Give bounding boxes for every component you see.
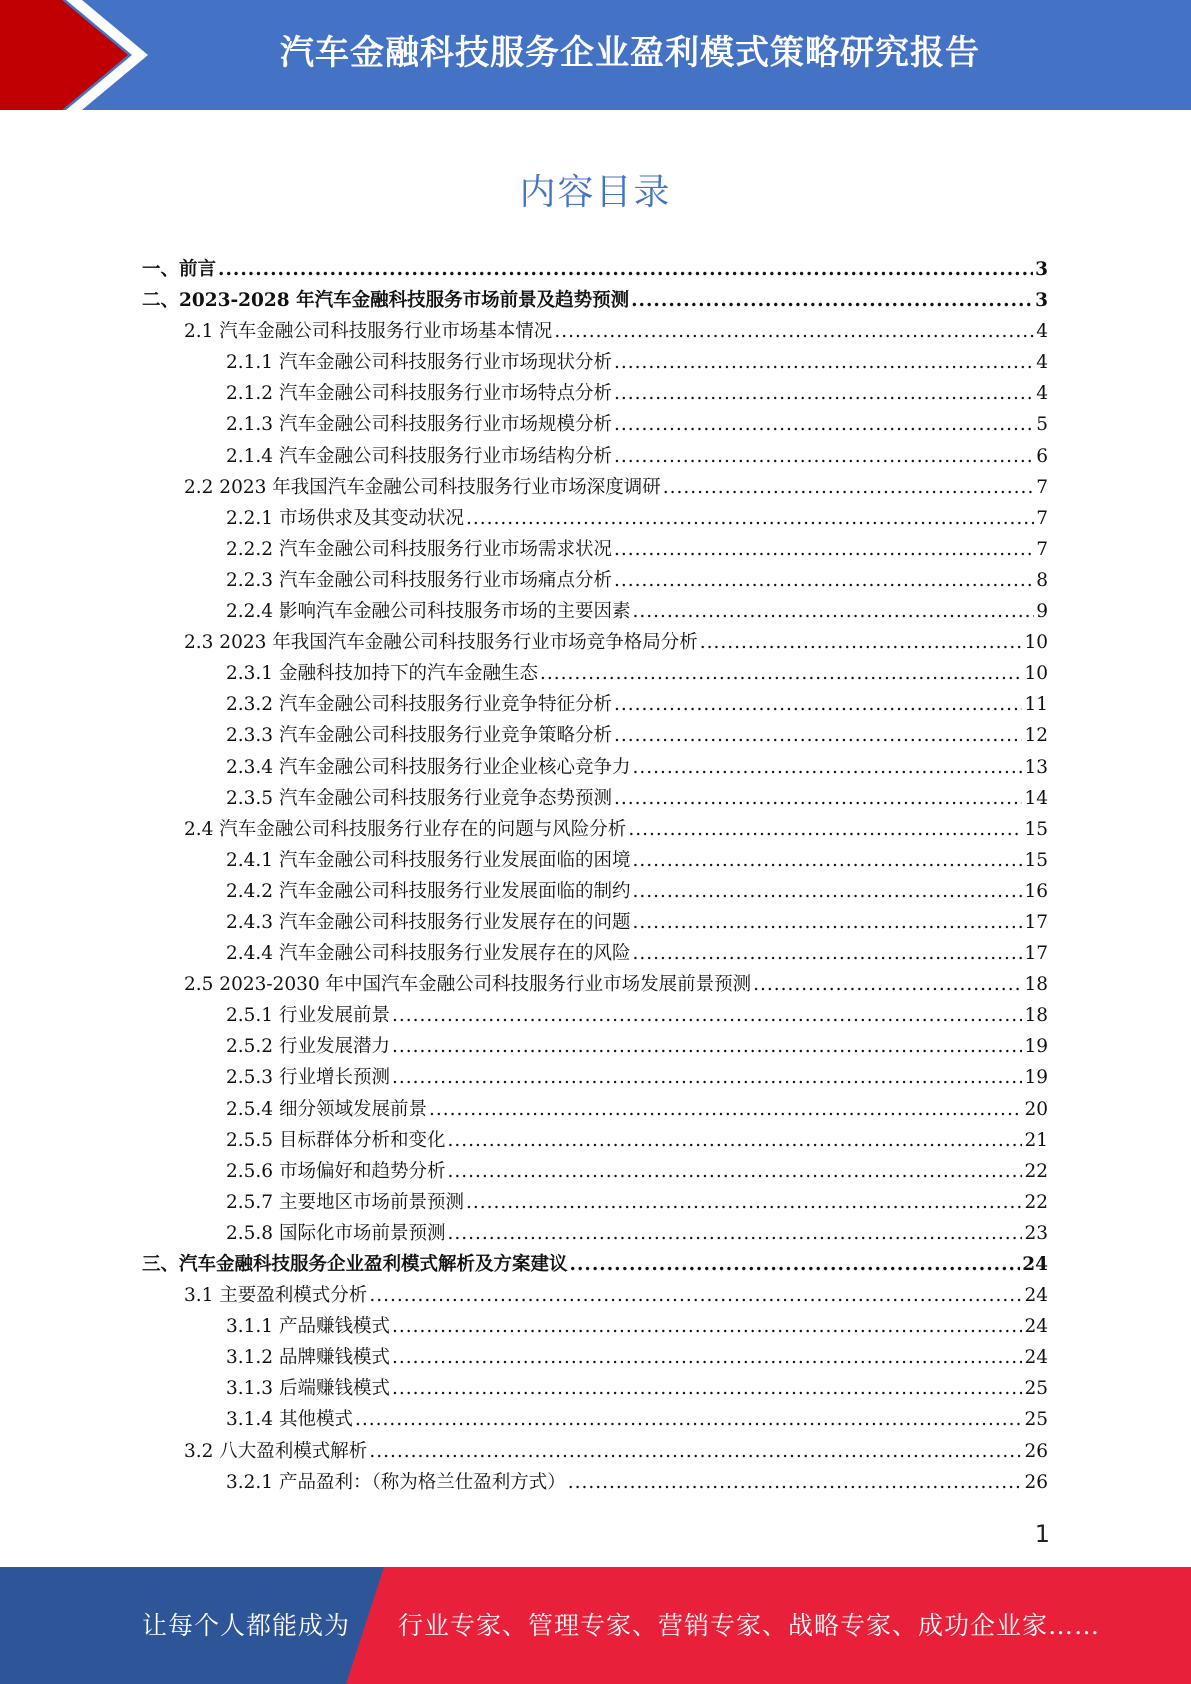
header-arrow-decoration xyxy=(0,0,170,110)
toc-entry[interactable] xyxy=(142,378,1048,409)
toc-entry-page: 24 xyxy=(1024,1347,1048,1369)
toc-entry[interactable] xyxy=(142,689,1048,720)
toc-entry-page: 11 xyxy=(1024,694,1048,716)
toc-leader-dots xyxy=(466,503,1034,534)
toc-entry-page: 13 xyxy=(1024,756,1048,778)
toc-entry-text: 2.3 2023 年我国汽车金融公司科技服务行业市场竞争格局分析 xyxy=(184,632,698,654)
toc-entry-text: 2.5.4 细分领域发展前景 xyxy=(226,1098,427,1120)
toc-entry[interactable] xyxy=(142,1373,1048,1404)
toc-entry-text: 3.2 八大盈利模式解析 xyxy=(184,1440,368,1462)
toc-leader-dots xyxy=(570,1249,1021,1280)
toc-entry-text: 2.5.5 目标群体分析和变化 xyxy=(226,1129,446,1151)
footer-slogan-left: 让每个人都能成为 xyxy=(142,1611,351,1640)
toc-entry[interactable] xyxy=(142,752,1048,783)
toc-entry[interactable] xyxy=(142,409,1048,440)
toc-leader-dots xyxy=(632,596,1034,627)
toc-entry[interactable] xyxy=(142,1187,1048,1218)
toc-entry-page: 4 xyxy=(1036,352,1048,374)
report-title: 汽车金融科技服务企业盈利模式策略研究报告 xyxy=(280,33,980,73)
toc-entry-text: 2.4 汽车金融公司科技服务行业存在的问题与风险分析 xyxy=(184,818,627,840)
toc-entry-text: 2.1 汽车金融公司科技服务行业市场基本情况 xyxy=(184,321,553,343)
toc-leader-dots xyxy=(614,409,1034,440)
toc-leader-dots xyxy=(614,565,1034,596)
toc-leader-dots xyxy=(392,1373,1022,1404)
toc-entry[interactable] xyxy=(142,534,1048,565)
toc-entry-page: 24 xyxy=(1024,1316,1048,1338)
toc-leader-dots xyxy=(392,1031,1022,1062)
toc-entry-page: 6 xyxy=(1036,445,1048,467)
toc-leader-dots xyxy=(632,845,1022,876)
toc-leader-dots xyxy=(663,472,1034,503)
toc-entry-page: 4 xyxy=(1036,383,1048,405)
toc-leader-dots xyxy=(628,814,1022,845)
footer-slogan-right: 行业专家、管理专家、营销专家、战略专家、成功企业家…… xyxy=(398,1611,1101,1640)
toc-entry-text: 2.2.4 影响汽车金融公司科技服务市场的主要因素 xyxy=(226,601,631,623)
toc-entry-page: 25 xyxy=(1024,1378,1048,1400)
toc-entry[interactable] xyxy=(142,1094,1048,1125)
toc-entry-text: 2.3.4 汽车金融公司科技服务行业企业核心竞争力 xyxy=(226,756,631,778)
toc-entry[interactable] xyxy=(142,1062,1048,1093)
toc-entry-page: 18 xyxy=(1024,974,1048,996)
toc-leader-dots xyxy=(614,441,1034,472)
toc-entry[interactable] xyxy=(142,441,1048,472)
toc-entry[interactable] xyxy=(142,1156,1048,1187)
toc-entry[interactable] xyxy=(142,720,1048,751)
toc-entry-text: 2.5.6 市场偏好和趋势分析 xyxy=(226,1160,446,1182)
toc-entry-text: 2.2 2023 年我国汽车金融公司科技服务行业市场深度调研 xyxy=(184,476,661,498)
toc-entry-page: 4 xyxy=(1036,321,1048,343)
toc-entry[interactable] xyxy=(142,1249,1048,1280)
toc-entry-text: 2.5 2023-2030 年中国汽车金融公司科技服务行业市场发展前景预测 xyxy=(184,974,752,996)
toc-entry[interactable] xyxy=(142,969,1048,1000)
toc-entry[interactable] xyxy=(142,938,1048,969)
toc-entry-page: 18 xyxy=(1024,1005,1048,1027)
toc-entry[interactable] xyxy=(142,1467,1048,1498)
toc-entry[interactable] xyxy=(142,814,1048,845)
toc-entry-text: 2.5.8 国际化市场前景预测 xyxy=(226,1222,446,1244)
toc-entry-page: 26 xyxy=(1024,1440,1048,1462)
toc-entry[interactable] xyxy=(142,596,1048,627)
toc-leader-dots xyxy=(568,1467,1023,1498)
toc-leader-dots xyxy=(614,378,1034,409)
toc-entry-page: 7 xyxy=(1036,538,1048,560)
toc-entry[interactable] xyxy=(142,658,1048,689)
toc-entry[interactable] xyxy=(142,316,1048,347)
toc-leader-dots xyxy=(369,1436,1022,1467)
toc-entry[interactable] xyxy=(142,1311,1048,1342)
toc-entry-text: 2.5.3 行业增长预测 xyxy=(226,1067,390,1089)
toc-leader-dots xyxy=(447,1218,1022,1249)
toc-entry-text: 3.1.4 其他模式 xyxy=(226,1409,353,1431)
toc-entry-page: 10 xyxy=(1024,663,1048,685)
table-of-contents xyxy=(142,254,1048,1498)
toc-entry-text: 3.1.1 产品赚钱模式 xyxy=(226,1316,390,1338)
toc-leader-dots xyxy=(447,1125,1022,1156)
toc-entry-page: 19 xyxy=(1024,1067,1048,1089)
toc-entry-text: 一、前言 xyxy=(142,259,217,280)
toc-entry[interactable] xyxy=(142,907,1048,938)
toc-leader-dots xyxy=(554,316,1034,347)
toc-leader-dots xyxy=(369,1280,1022,1311)
toc-entry-page: 7 xyxy=(1036,507,1048,529)
toc-entry[interactable] xyxy=(142,1125,1048,1156)
toc-entry[interactable] xyxy=(142,845,1048,876)
toc-entry[interactable] xyxy=(142,347,1048,378)
toc-entry-page: 15 xyxy=(1024,849,1048,871)
toc-entry[interactable] xyxy=(142,1436,1048,1467)
toc-leader-dots xyxy=(753,969,1022,1000)
toc-entry-page: 8 xyxy=(1036,569,1048,591)
toc-entry[interactable] xyxy=(142,1280,1048,1311)
toc-entry-text: 2.3.3 汽车金融公司科技服务行业竞争策略分析 xyxy=(226,725,612,747)
toc-entry[interactable] xyxy=(142,472,1048,503)
toc-leader-dots xyxy=(218,254,1033,285)
toc-entry[interactable] xyxy=(142,254,1048,285)
toc-entry-text: 3.1 主要盈利模式分析 xyxy=(184,1285,368,1307)
toc-leader-dots xyxy=(700,627,1023,658)
toc-leader-dots xyxy=(429,1094,1022,1125)
toc-entry[interactable] xyxy=(142,627,1048,658)
toc-entry-text: 3.1.3 后端赚钱模式 xyxy=(226,1378,390,1400)
toc-entry-text: 2.4.2 汽车金融公司科技服务行业发展面临的制约 xyxy=(226,880,631,902)
header-banner xyxy=(0,0,1191,110)
toc-entry[interactable] xyxy=(142,1218,1048,1249)
toc-leader-dots xyxy=(614,534,1034,565)
toc-entry-page: 19 xyxy=(1024,1036,1048,1058)
toc-entry-text: 2.2.3 汽车金融公司科技服务行业市场痛点分析 xyxy=(226,569,612,591)
toc-entry-text: 2.5.1 行业发展前景 xyxy=(226,1005,390,1027)
toc-entry-text: 二、2023-2028 年汽车金融科技服务市场前景及趋势预测 xyxy=(142,290,630,312)
toc-leader-dots xyxy=(447,1156,1022,1187)
footer-banner xyxy=(0,1567,1191,1684)
toc-entry-page: 20 xyxy=(1024,1098,1048,1120)
toc-leader-dots xyxy=(540,658,1022,689)
toc-entry-page: 5 xyxy=(1036,414,1048,436)
toc-leader-dots xyxy=(614,783,1022,814)
toc-entry[interactable] xyxy=(142,783,1048,814)
toc-entry-page: 9 xyxy=(1036,601,1048,623)
toc-leader-dots xyxy=(392,1342,1022,1373)
toc-entry-text: 2.4.4 汽车金融公司科技服务行业发展存在的风险 xyxy=(226,943,631,965)
toc-entry-page: 22 xyxy=(1024,1191,1048,1213)
toc-entry-text: 3.2.1 产品盈利：（称为格兰仕盈利方式） xyxy=(226,1471,566,1493)
toc-entry[interactable] xyxy=(142,285,1048,316)
toc-entry[interactable] xyxy=(142,1000,1048,1031)
toc-entry-page: 12 xyxy=(1024,725,1048,747)
toc-entry-page: 10 xyxy=(1024,632,1048,654)
toc-entry-text: 2.1.2 汽车金融公司科技服务行业市场特点分析 xyxy=(226,383,612,405)
toc-entry-text: 2.1.1 汽车金融公司科技服务行业市场现状分析 xyxy=(226,352,612,374)
page-number: 1 xyxy=(1034,1520,1050,1548)
toc-entry-text: 2.4.3 汽车金融公司科技服务行业发展存在的问题 xyxy=(226,911,631,933)
toc-leader-dots xyxy=(392,1311,1022,1342)
toc-entry-page: 26 xyxy=(1024,1471,1048,1493)
toc-entry-page: 24 xyxy=(1022,1254,1048,1275)
toc-leader-dots xyxy=(355,1404,1023,1435)
toc-leader-dots xyxy=(614,347,1034,378)
toc-entry-page: 17 xyxy=(1024,943,1048,965)
toc-entry-text: 2.4.1 汽车金融公司科技服务行业发展面临的困境 xyxy=(226,849,631,871)
toc-leader-dots xyxy=(466,1187,1022,1218)
toc-entry-page: 25 xyxy=(1024,1409,1048,1431)
toc-leader-dots xyxy=(392,1062,1022,1093)
toc-leader-dots xyxy=(632,752,1022,783)
toc-leader-dots xyxy=(614,689,1022,720)
toc-entry-page: 23 xyxy=(1024,1222,1048,1244)
toc-entry[interactable] xyxy=(142,1404,1048,1435)
toc-entry-text: 2.5.7 主要地区市场前景预测 xyxy=(226,1191,464,1213)
toc-entry-text: 2.3.2 汽车金融公司科技服务行业竞争特征分析 xyxy=(226,694,612,716)
toc-entry-text: 2.5.2 行业发展潜力 xyxy=(226,1036,390,1058)
toc-entry-page: 3 xyxy=(1035,259,1048,280)
toc-entry-page: 24 xyxy=(1024,1285,1048,1307)
toc-entry-page: 22 xyxy=(1024,1160,1048,1182)
toc-leader-dots xyxy=(632,907,1022,938)
toc-entry-page: 15 xyxy=(1024,818,1048,840)
toc-entry-text: 2.3.1 金融科技加持下的汽车金融生态 xyxy=(226,663,538,685)
toc-leader-dots xyxy=(632,938,1022,969)
toc-entry[interactable] xyxy=(142,876,1048,907)
toc-leader-dots xyxy=(392,1000,1022,1031)
toc-entry-page: 14 xyxy=(1024,787,1048,809)
toc-entry-text: 2.1.3 汽车金融公司科技服务行业市场规模分析 xyxy=(226,414,612,436)
toc-entry[interactable] xyxy=(142,1342,1048,1373)
toc-entry-text: 2.3.5 汽车金融公司科技服务行业竞争态势预测 xyxy=(226,787,612,809)
toc-entry-page: 21 xyxy=(1024,1129,1048,1151)
toc-entry-page: 16 xyxy=(1024,880,1048,902)
toc-entry-text: 2.1.4 汽车金融公司科技服务行业市场结构分析 xyxy=(226,445,612,467)
toc-leader-dots xyxy=(631,285,1033,316)
toc-entry-page: 7 xyxy=(1036,476,1048,498)
toc-entry-text: 三、汽车金融科技服务企业盈利模式解析及方案建议 xyxy=(142,1254,568,1275)
toc-entry-text: 3.1.2 品牌赚钱模式 xyxy=(226,1347,390,1369)
toc-entry[interactable] xyxy=(142,1031,1048,1062)
toc-entry[interactable] xyxy=(142,565,1048,596)
toc-entry-text: 2.2.2 汽车金融公司科技服务行业市场需求状况 xyxy=(226,538,612,560)
toc-entry-text: 2.2.1 市场供求及其变动状况 xyxy=(226,507,464,529)
toc-leader-dots xyxy=(614,720,1022,751)
toc-entry-page: 17 xyxy=(1024,911,1048,933)
toc-title: 内容目录 xyxy=(519,172,672,213)
toc-leader-dots xyxy=(632,876,1022,907)
toc-entry[interactable] xyxy=(142,503,1048,534)
toc-entry-page: 3 xyxy=(1035,290,1048,312)
